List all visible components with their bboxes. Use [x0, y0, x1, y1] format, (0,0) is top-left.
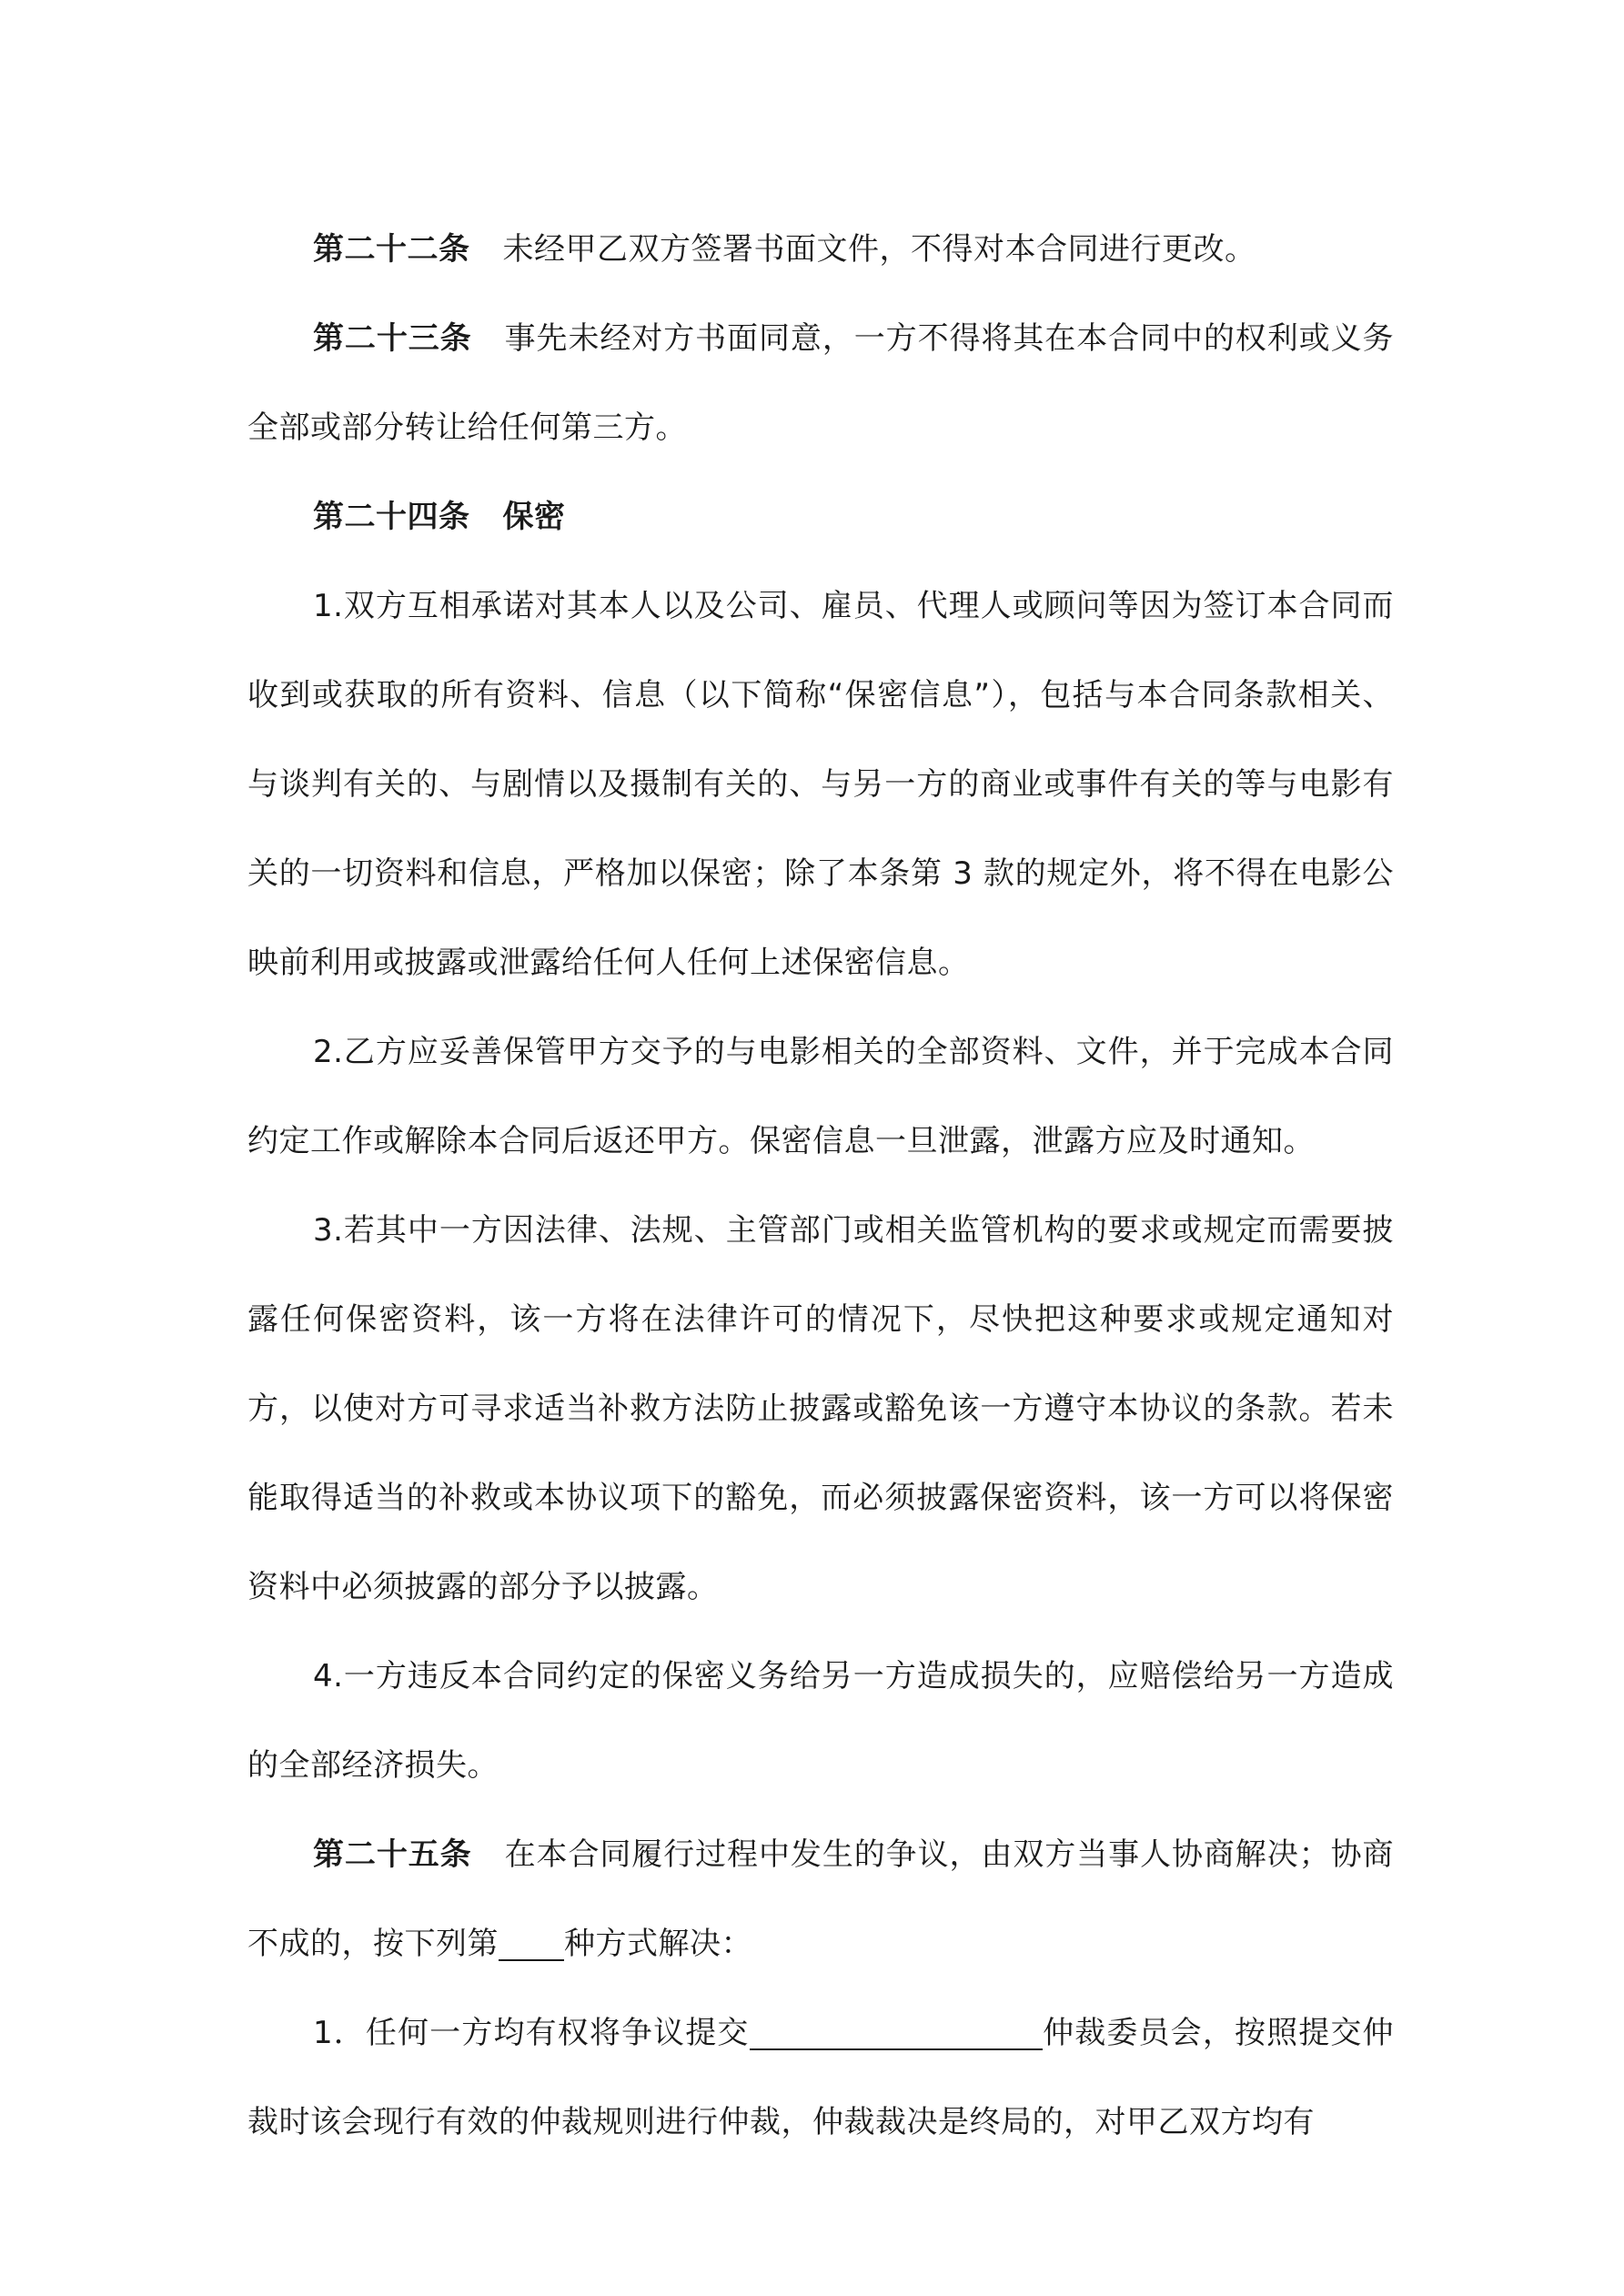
article-24-heading [247, 472, 1394, 561]
article-23 [247, 294, 1394, 472]
article-25-item-1 [247, 1988, 1394, 2167]
article-24-subject: 保密 [502, 499, 566, 535]
article-25-item-1-before: 1．任何一方均有权将争议提交 [313, 2015, 750, 2051]
article-25-title: 第二十五条 [313, 1836, 472, 1873]
article-22-text: 未经甲乙双方签署书面文件，不得对本合同进行更改。 [502, 231, 1256, 268]
article-25-item-1-after: 仲裁委员会，按照提交仲裁时该会现行有效的仲裁规则进行仲裁，仲裁裁决是终局的，对甲乙双方均有 [247, 2015, 1394, 2140]
article-25-text-after: 种方式解决： [564, 1926, 752, 1962]
article-24-item-4: 4.一方违反本合同约定的保密义务给另一方造成损失的，应赔偿给另一方造成的全部经济损失。 [247, 1658, 1394, 1784]
article-25 [247, 1810, 1394, 1988]
article-23-text: 事先未经对方书面同意，一方不得将其在本合同中的权利或义务全部或部分转让给任何第三方。 [247, 320, 1394, 446]
arbitration-commission-blank[interactable] [750, 2018, 1043, 2050]
article-24-item-1: 1.双方互相承诺对其本人以及公司、雇员、代理人或顾问等因为签订本合同而收到或获取的所有资料、信息（以下简称“保密信息”），包括与本合同条款相关、与谈判有关的、与剧情以及摄制有关的、与另一方的商业或事件有关的等与电影有关的一切资料和信息，严格加以保密；除了本条第 3 款的规定外，将不得在电影公映前利用或披露或泄露给任何人任何上述保密信息。 [247, 588, 1394, 981]
article-22-title: 第二十二条 [313, 231, 470, 268]
article-24-item-3: 3.若其中一方因法律、法规、主管部门或相关监管机构的要求或规定而需要披露任何保密资料，该一方将在法律许可的情况下，尽快把这种要求或规定通知对方，以使对方可寻求适当补救方法防止披露或豁免该一方遵守本协议的条款。若未能取得适当的补救或本协议项下的豁免，而必须披露保密资料，该一方可以将保密资料中必须披露的部分予以披露。 [247, 1212, 1394, 1605]
document-page [247, 205, 1394, 2167]
article-25-text-before: 在本合同履行过程中发生的争议，由双方当事人协商解决；协商不成的，按下列第 [247, 1836, 1394, 1962]
article-24-title: 第二十四条 [313, 499, 470, 535]
method-number-blank[interactable] [499, 1928, 564, 1961]
article-22 [247, 205, 1394, 294]
article-23-title: 第二十三条 [313, 320, 472, 357]
article-24-item-2: 2.乙方应妥善保管甲方交予的与电影相关的全部资料、文件，并于完成本合同约定工作或解除本合同后返还甲方。保密信息一旦泄露，泄露方应及时通知。 [247, 1034, 1394, 1159]
